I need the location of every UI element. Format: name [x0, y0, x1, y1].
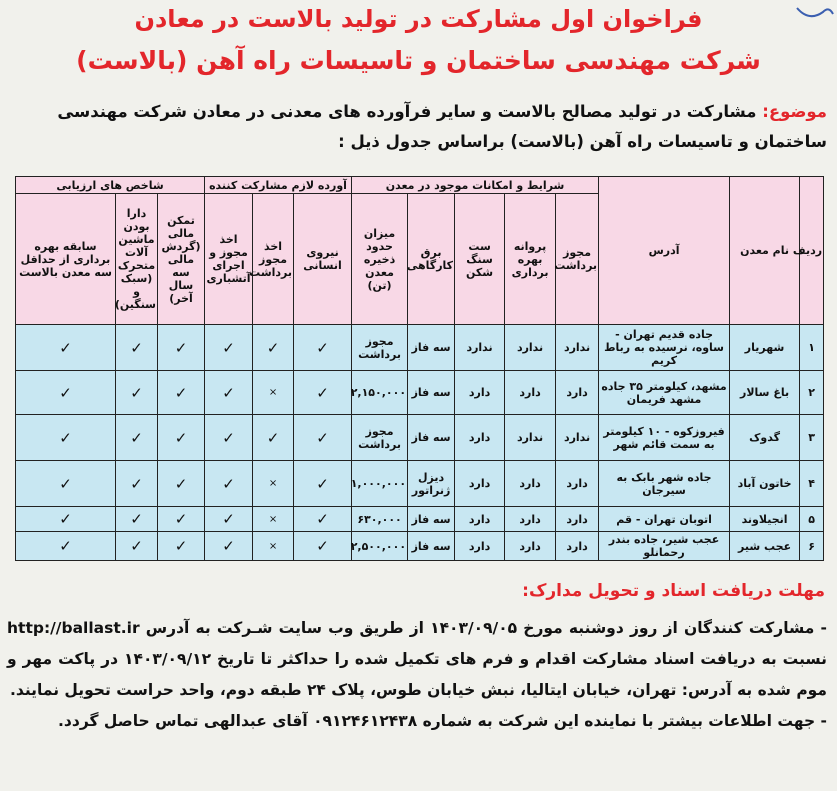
deadline-heading: مهلت دریافت اسناد و تحویل مدارک:: [522, 581, 825, 601]
cell-experience-check-icon: ✓: [16, 371, 116, 415]
cell-obtain-permit-cross-icon: ×: [253, 461, 294, 507]
cell-operation-license: دارد: [505, 461, 556, 507]
cell-machinery-check-icon: ✓: [116, 415, 158, 461]
cell-address: فیروزکوه - ۱۰ کیلومتر به سمت قائم شهر: [599, 415, 730, 461]
cell-extraction-permit: ندارد: [556, 325, 599, 371]
cell-reserve: مجوز برداشت: [352, 325, 408, 371]
cell-manpower-check-icon: ✓: [294, 532, 352, 561]
cell-experience-check-icon: ✓: [16, 415, 116, 461]
header-mine-name: نام معدن: [730, 177, 800, 325]
header-address: آدرس: [599, 177, 730, 325]
subject-text: مشارکت در تولید مصالح بالاست و سایر فرآورده های معدنی در معادن شرکت مهندسی ساختمان و تاسیسات راه آهن (بالاست) براساس جدول ذیل :: [57, 102, 827, 151]
cell-row-number: ۳: [800, 415, 824, 461]
header-machinery: دارا بودن ماشین آلات متحرک (سبک و سنگین): [116, 194, 158, 325]
instruction-text-a: - مشارکت کنندگان از روز دوشنبه مورخ ۱۴۰۳/۰۹/۰۵ از طریق وب سایت شـرکت به آدرس: [145, 619, 827, 637]
cell-workshop-power: سه فاز: [408, 415, 455, 461]
header-extraction-permit: مجوز برداشت: [556, 194, 599, 325]
cell-crusher-set: دارد: [455, 371, 505, 415]
cell-reserve: ۶۳۰,۰۰۰: [352, 507, 408, 532]
table-row: [16, 325, 824, 371]
cell-obtain-permit-cross-icon: ×: [253, 371, 294, 415]
table-row: [16, 415, 824, 461]
cell-machinery-check-icon: ✓: [116, 532, 158, 561]
cell-blasting-permit-check-icon: ✓: [205, 461, 253, 507]
header-financial: تمکن مالی (گردش مالی سه سال آخر): [158, 194, 205, 325]
group-header-conditions: شرایط و امکانات موجود در معدن: [352, 177, 599, 194]
instruction-text-b: نسبت به دریافت اسناد مشارکت اقدام و فرم های تکمیل شده را حداکثر تا تاریخ ۱۴۰۳/۰۹/۱۲ در پاکت مهر و موم شده به آدرس: تهران، خیابان ایتالیا، نبش خیابان طوس، پلاک ۲۴ طبقه دوم، واحد حراست تحویل نمایند.: [7, 650, 827, 699]
website-link[interactable]: http://ballast.ir: [7, 619, 140, 637]
cell-reserve: مجوز برداشت: [352, 415, 408, 461]
cell-manpower-check-icon: ✓: [294, 371, 352, 415]
header-workshop-power: برق کارگاهی: [408, 194, 455, 325]
cell-extraction-permit: دارد: [556, 532, 599, 561]
table-row: [16, 507, 824, 532]
cell-extraction-permit: دارد: [556, 507, 599, 532]
cell-experience-check-icon: ✓: [16, 507, 116, 532]
cell-address: جاده قدیم تهران - ساوه، نرسیده به رباط کریم: [599, 325, 730, 371]
cell-mine-name: عجب شیر: [730, 532, 800, 561]
cell-crusher-set: دارد: [455, 532, 505, 561]
group-header-evaluation: شاخص های ارزیابی: [16, 177, 205, 194]
table-row: [16, 371, 824, 415]
cell-mine-name: گدوک: [730, 415, 800, 461]
cell-extraction-permit: دارد: [556, 461, 599, 507]
mines-table: [15, 176, 824, 561]
cell-row-number: ۱: [800, 325, 824, 371]
header-obtain-permit: اخذ مجوز برداشت: [253, 194, 294, 325]
cell-row-number: ۴: [800, 461, 824, 507]
cell-reserve: ۲,۱۵۰,۰۰۰: [352, 371, 408, 415]
cell-workshop-power: سه فاز: [408, 507, 455, 532]
cell-machinery-check-icon: ✓: [116, 461, 158, 507]
cell-operation-license: دارد: [505, 371, 556, 415]
cell-crusher-set: دارد: [455, 461, 505, 507]
cell-operation-license: دارد: [505, 507, 556, 532]
cell-address: مشهد، کیلومتر ۳۵ جاده مشهد فریمان: [599, 371, 730, 415]
cell-blasting-permit-check-icon: ✓: [205, 371, 253, 415]
cell-reserve: ۱,۰۰۰,۰۰۰: [352, 461, 408, 507]
cell-financial-check-icon: ✓: [158, 507, 205, 532]
cell-workshop-power: سه فاز: [408, 325, 455, 371]
cell-address: عجب شیر، جاده بندر رحمانلو: [599, 532, 730, 561]
cell-financial-check-icon: ✓: [158, 415, 205, 461]
cell-obtain-permit-cross-icon: ×: [253, 532, 294, 561]
header-manpower: نیروی انسانی: [294, 194, 352, 325]
cell-blasting-permit-check-icon: ✓: [205, 532, 253, 561]
cell-operation-license: ندارد: [505, 325, 556, 371]
cell-obtain-permit-check-icon: ✓: [253, 325, 294, 371]
cell-crusher-set: دارد: [455, 507, 505, 532]
group-header-contribution: آورده لازم مشارکت کننده: [205, 177, 352, 194]
cell-obtain-permit-cross-icon: ×: [253, 507, 294, 532]
cell-row-number: ۵: [800, 507, 824, 532]
cell-crusher-set: ندارد: [455, 325, 505, 371]
cell-experience-check-icon: ✓: [16, 325, 116, 371]
cell-financial-check-icon: ✓: [158, 371, 205, 415]
subject-label: موضوع:: [762, 102, 827, 121]
cell-row-number: ۲: [800, 371, 824, 415]
header-experience: سابقه بهره برداری از حداقل سه معدن بالاست: [16, 194, 116, 325]
cell-row-number: ۶: [800, 532, 824, 561]
cell-manpower-check-icon: ✓: [294, 507, 352, 532]
cell-workshop-power: سه فاز: [408, 532, 455, 561]
table-row: [16, 461, 824, 507]
cell-workshop-power: دیزل ژنراتور: [408, 461, 455, 507]
company-name: شرکت مهندسی ساختمان و تاسیسات راه آهن (بالاست): [76, 46, 761, 75]
header-crusher-set: ست سنگ شکن: [455, 194, 505, 325]
cell-financial-check-icon: ✓: [158, 461, 205, 507]
table-body: [16, 325, 824, 561]
instructions: [7, 613, 827, 737]
cell-financial-check-icon: ✓: [158, 532, 205, 561]
cell-operation-license: ندارد: [505, 415, 556, 461]
cell-financial-check-icon: ✓: [158, 325, 205, 371]
cell-machinery-check-icon: ✓: [116, 371, 158, 415]
cell-operation-license: دارد: [505, 532, 556, 561]
subject: [7, 97, 827, 157]
instruction-paragraph-1: [7, 613, 827, 706]
cell-mine-name: شهریار: [730, 325, 800, 371]
header-reserve: میزان حدود ذخیره معدن (تن): [352, 194, 408, 325]
cell-workshop-power: سه فاز: [408, 371, 455, 415]
cell-mine-name: انجیلاوند: [730, 507, 800, 532]
cell-blasting-permit-check-icon: ✓: [205, 415, 253, 461]
cell-machinery-check-icon: ✓: [116, 507, 158, 532]
cell-mine-name: باغ سالار: [730, 371, 800, 415]
cell-manpower-check-icon: ✓: [294, 415, 352, 461]
cell-extraction-permit: ندارد: [556, 415, 599, 461]
cell-address: جاده شهر بابک به سیرجان: [599, 461, 730, 507]
header-blasting-permit: اخذ مجوز و اجرای آتشباری: [205, 194, 253, 325]
cell-manpower-check-icon: ✓: [294, 325, 352, 371]
cell-blasting-permit-check-icon: ✓: [205, 325, 253, 371]
instruction-paragraph-2: - جهت اطلاعات بیشتر با نماینده این شرکت به شماره ۰۹۱۲۴۶۱۲۴۳۸ آقای عبدالهی تماس حاصل گردد.: [58, 712, 827, 730]
header-operation-license: پروانه بهره برداری: [505, 194, 556, 325]
cell-blasting-permit-check-icon: ✓: [205, 507, 253, 532]
cell-address: اتوبان تهران - قم: [599, 507, 730, 532]
cell-manpower-check-icon: ✓: [294, 461, 352, 507]
cell-mine-name: خاتون آباد: [730, 461, 800, 507]
cell-crusher-set: دارد: [455, 415, 505, 461]
cell-reserve: ۲,۵۰۰,۰۰۰: [352, 532, 408, 561]
cell-extraction-permit: دارد: [556, 371, 599, 415]
table-row: [16, 532, 824, 561]
notice-title: فراخوان اول مشارکت در تولید بالاست در معادن: [134, 5, 703, 33]
header-row-number: ردیف: [800, 177, 824, 325]
cell-machinery-check-icon: ✓: [116, 325, 158, 371]
cell-experience-check-icon: ✓: [16, 461, 116, 507]
cell-experience-check-icon: ✓: [16, 532, 116, 561]
cell-obtain-permit-check-icon: ✓: [253, 415, 294, 461]
